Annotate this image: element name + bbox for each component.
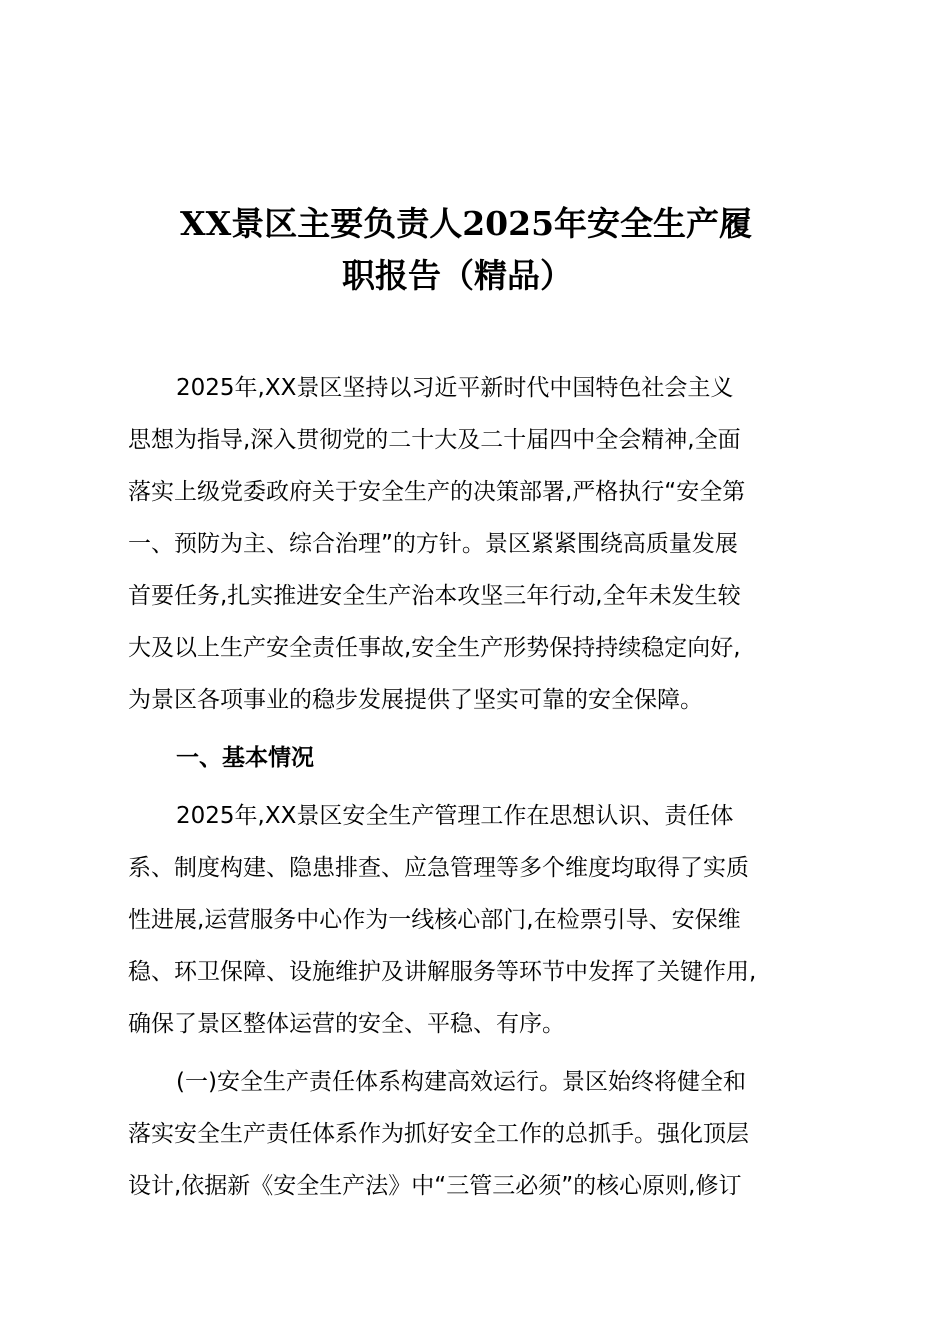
title-line-2: 职报告（精品） — [342, 256, 573, 295]
text-line: 一、预防为主、综合治理”的方针。景区紧紧围绕高质量发展 — [128, 531, 738, 557]
text-line: 首要任务,扎实推进安全生产治本攻坚三年行动,全年未发生较 — [128, 583, 741, 609]
document-title — [130, 198, 830, 302]
intro-paragraph — [128, 362, 828, 726]
text-line: 确保了景区整体运营的安全、平稳、有序。 — [128, 1011, 565, 1037]
text-line: 性进展,运营服务中心作为一线核心部门,在检票引导、安保维 — [128, 907, 741, 933]
text-line: 2025年,XX景区安全生产管理工作在思想认识、责任体 — [176, 803, 734, 829]
text-line: 大及以上生产安全责任事故,安全生产形势保持持续稳定向好, — [128, 635, 741, 661]
text-line: 落实安全生产责任体系作为抓好安全工作的总抓手。强化顶层 — [128, 1121, 749, 1147]
document-body — [128, 362, 828, 1218]
section-heading-basic-situation: 一、基本情况 — [176, 745, 314, 771]
text-line: 设计,依据新《安全生产法》中“三管三必须”的核心原则,修订 — [128, 1173, 742, 1199]
text-line: (一)安全生产责任体系构建高效运行。景区始终将健全和 — [176, 1069, 746, 1095]
title-line-1: XX景区主要负责人2025年安全生产履 — [180, 204, 753, 243]
text-line: 稳、环卫保障、设施维护及讲解服务等环节中发挥了关键作用, — [128, 959, 757, 985]
text-line: 落实上级党委政府关于安全生产的决策部署,严格执行“安全第 — [128, 479, 746, 505]
section1-paragraph-2 — [128, 1056, 828, 1212]
text-line: 为景区各项事业的稳步发展提供了坚实可靠的安全保障。 — [128, 687, 703, 713]
text-line: 思想为指导,深入贯彻党的二十大及二十届四中全会精神,全面 — [128, 427, 741, 453]
section1-paragraph-1 — [128, 790, 828, 1050]
text-line: 系、制度构建、隐患排查、应急管理等多个维度均取得了实质 — [128, 855, 749, 881]
text-line: 2025年,XX景区坚持以习近平新时代中国特色社会主义 — [176, 375, 734, 401]
